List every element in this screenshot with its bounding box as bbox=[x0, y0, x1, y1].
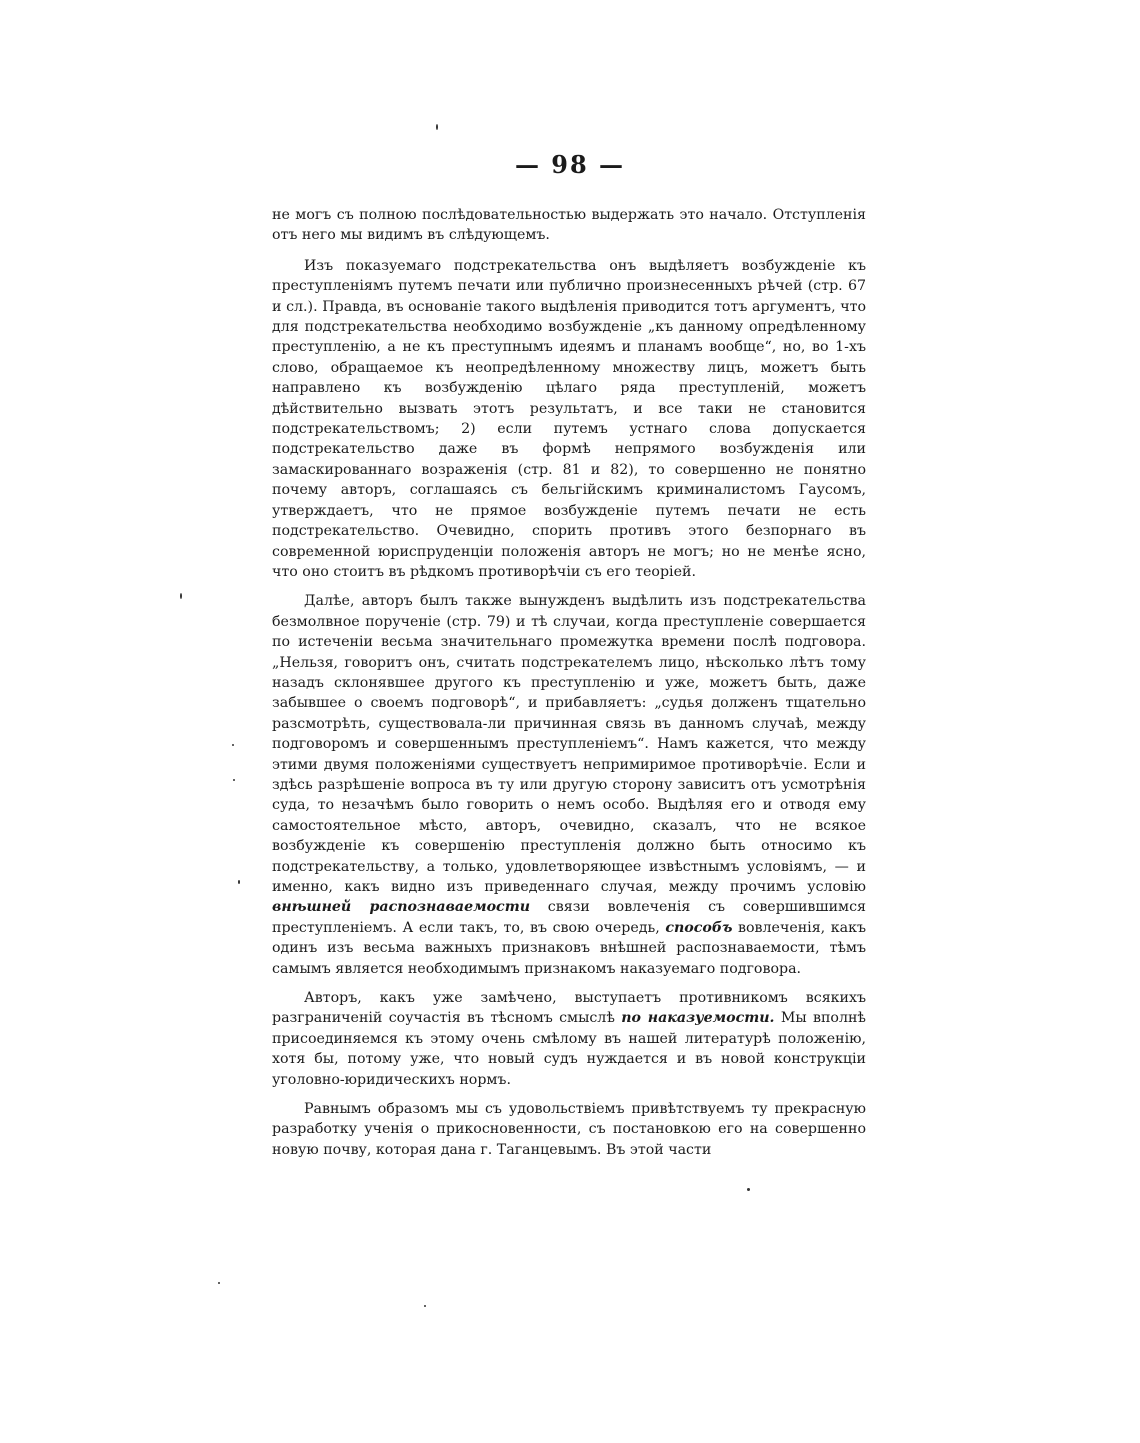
paragraph-2-text: Изъ показуемаго подстрекательства онъ выдѣляетъ возбужденіе къ преступленіямъ путемъ печати или публично произнесенныхъ рѣчей (стр. 67 и сл.). Правда, въ основаніе такого выдѣленія приводится тотъ аргументъ, что для подстрекательства необходимо возбужденіе „къ данному опредѣленному преступленію, а не къ преступнымъ идеямъ и планамъ вообще“, но, во 1-хъ слово, обращаемое къ неопредѣленному множеству лицъ, можетъ быть направлено къ возбужденію цѣлаго ряда преступленій, можетъ дѣйствительно вызвать этотъ результатъ, и все таки не становится подстрекательствомъ; 2) если путемъ устнаго слова допускается подстрекательство даже въ формѣ непрямого возбужденія или замаскированнаго возраженія (стр. 81 и 82), то совершенно не понятно почему авторъ, соглашаясь съ бельгійскимъ криминалистомъ Гаусомъ, утверждаетъ, что не прямое возбужденіе путемъ печати не есть подстрекательство. Очевидно, спорить противъ этого безпорнаго въ современной юриспруденціи положенія авторъ не могъ; но не менѣе ясно, что оно стоитъ въ рѣдкомъ противорѣчіи съ его теоріей. bbox=[272, 257, 866, 580]
scan-speck bbox=[232, 744, 234, 746]
body-text bbox=[272, 205, 866, 1169]
scan-speck bbox=[424, 1305, 426, 1307]
paragraph-4-text-b: Мы вполнѣ присоединяемся къ этому очень смѣлому въ нашей литературѣ положенію, хотя бы, потому уже, что новый судъ нуждается и въ новой конструкціи уголовно-юридическихъ нормъ. bbox=[272, 1010, 866, 1088]
scan-speck bbox=[233, 779, 235, 781]
scan-speck bbox=[218, 1282, 220, 1284]
paragraph-3 bbox=[272, 591, 866, 979]
scan-speck bbox=[180, 593, 182, 599]
paragraph-3-text-b: связи вовлеченія съ совершившимся преступленіемъ. А если такъ, то, въ свою очередь, bbox=[272, 899, 866, 936]
scan-speck bbox=[436, 124, 438, 130]
paragraph-2 bbox=[272, 256, 866, 583]
paragraph-4 bbox=[272, 988, 866, 1090]
paragraph-3-emphasis-b: способъ bbox=[665, 919, 733, 936]
scan-speck bbox=[238, 880, 240, 884]
paragraph-1 bbox=[272, 205, 866, 246]
paragraph-5 bbox=[272, 1099, 866, 1160]
paragraph-4-text-a: Авторъ, какъ уже замѣчено, выступаетъ противникомъ всякихъ разграниченій соучастія въ тѣсномъ смыслѣ bbox=[272, 990, 866, 1027]
paragraph-3-text-c: вовлеченія, какъ одинъ изъ весьма важныхъ признаковъ внѣшней распознаваемости, тѣмъ самымъ является необходимымъ признакомъ наказуемаго подговора. bbox=[272, 919, 866, 977]
paragraph-3-emphasis-a: внѣшней распознаваемости bbox=[272, 899, 531, 916]
page-number: — 98 — bbox=[514, 150, 626, 179]
scan-speck bbox=[747, 1188, 750, 1191]
paragraph-5-text: Равнымъ образомъ мы съ удовольствіемъ привѣтствуемъ ту прекрасную разработку ученія о прикосновенности, съ постановкою его на совершенно новую почву, которая дана г. Таганцевымъ. Въ этой части bbox=[272, 1101, 866, 1158]
paragraph-3-text-a: Далѣе, авторъ былъ также вынужденъ выдѣлить изъ подстрекательства безмолвное порученіе (стр. 79) и тѣ случаи, когда преступленіе совершается по истеченіи весьма значительнаго промежутка времени послѣ подговора. „Нельзя, говоритъ онъ, считать подстрекателемъ лицо, нѣсколько лѣтъ тому назадъ склонявшее другого къ преступленію и уже, можетъ быть, даже забывшее о своемъ подговорѣ“, и прибавляетъ: „судья долженъ тщательно разсмотрѣть, существовала-ли причинная связь въ данномъ случаѣ, между подговоромъ и совершеннымъ преступленіемъ“. Намъ кажется, что между этими двумя положеніями существуетъ непримиримое противорѣчіе. Если и здѣсь разрѣшеніе вопроса въ ту или другую сторону зависитъ отъ усмотрѣнія суда, то незачѣмъ было говорить о немъ особо. Выдѣляя его и отводя ему самостоятельное мѣсто, авторъ, очевидно, сказалъ, что не всякое возбужденіе къ совершенію преступленія должно быть относимо къ подстрекательству, а только, удовлетворяющее извѣстнымъ условіямъ, — и именно, какъ видно изъ приведеннаго случая, между прочимъ условію bbox=[272, 593, 866, 895]
paragraph-1-text: не могъ съ полною послѣдовательностью выдержать это начало. Отступленія отъ него мы видимъ въ слѣдующемъ. bbox=[272, 207, 866, 244]
paragraph-4-emphasis: по наказуемости. bbox=[621, 1010, 775, 1027]
